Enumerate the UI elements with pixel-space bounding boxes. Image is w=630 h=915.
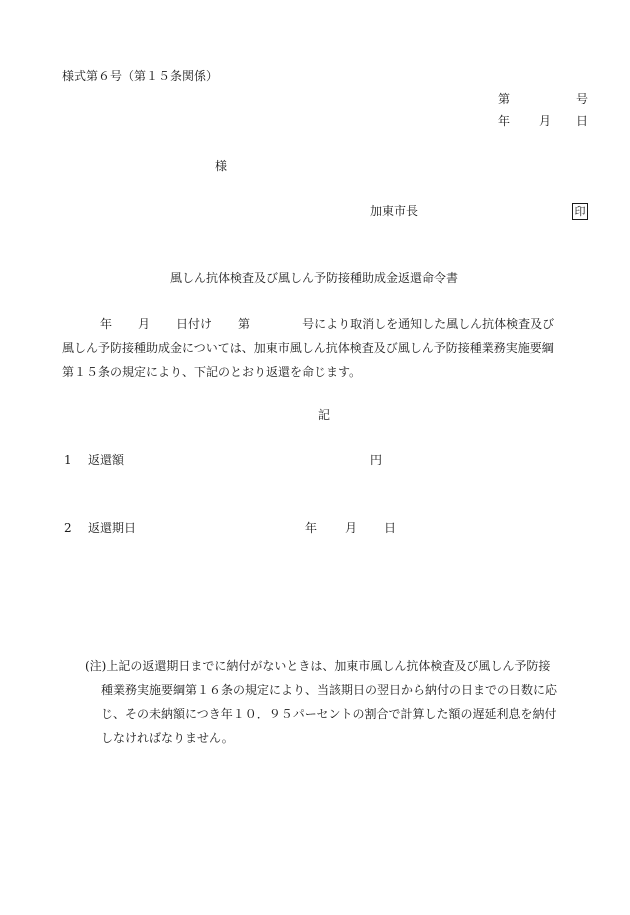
item-2-number: 2 xyxy=(64,521,72,535)
addressee-suffix: 様 xyxy=(215,159,228,173)
document-title: 風しん抗体検査及び風しん予防接種助成金返還命令書 xyxy=(170,271,459,285)
seal-stamp: 印 xyxy=(572,203,588,220)
form-label: 様式第６号（第１５条関係） xyxy=(62,69,219,83)
item-2-label: 返還期日 xyxy=(88,521,137,535)
item-1-number: 1 xyxy=(64,453,72,467)
item-1-unit: 円 xyxy=(370,453,383,467)
doc-date-month: 月 xyxy=(539,114,552,128)
note-line1: 上記の返還期日までに納付がないときは、加東市風しん抗体検査及び風しん予防接 xyxy=(106,659,551,673)
body-no-prefix: 第 xyxy=(238,317,251,331)
body-line3: 第１５条の規定により、下記のとおり返還を命じます。 xyxy=(62,365,362,379)
note-line2: 種業務実施要綱第１６条の規定により、当該期日の翌日から納付の日までの日数に応 xyxy=(101,683,558,697)
note-block xyxy=(85,654,600,750)
body-line2: 風しん予防接種助成金については、加東市風しん抗体検査及び風しん予防接種業務実施要綱 xyxy=(62,341,554,355)
item-2-day: 日 xyxy=(384,521,397,535)
item-2-month: 月 xyxy=(345,521,358,535)
doc-date-year: 年 xyxy=(498,114,511,128)
body-month: 月 xyxy=(138,317,151,331)
doc-number-suffix: 号 xyxy=(576,92,589,106)
item-1-label: 返還額 xyxy=(88,453,125,467)
issuer: 加東市長 xyxy=(370,204,419,218)
doc-date-day: 日 xyxy=(576,114,589,128)
seal-mark xyxy=(572,203,588,220)
body-year: 年 xyxy=(100,317,113,331)
body-paragraph xyxy=(62,312,597,384)
item-2-year: 年 xyxy=(305,521,318,535)
note-prefix: (注) xyxy=(85,659,107,673)
ki-marker: 記 xyxy=(318,408,331,422)
note-line4: しなければなりません。 xyxy=(101,731,234,745)
doc-number-prefix: 第 xyxy=(498,92,511,106)
body-line1-rest: 号により取消しを通知した風しん抗体検査及び xyxy=(302,317,555,331)
body-dated: 日付け xyxy=(176,317,213,331)
note-line3: じ、その未納額につき年１０．９５パーセントの割合で計算した額の遅延利息を納付 xyxy=(101,707,557,721)
